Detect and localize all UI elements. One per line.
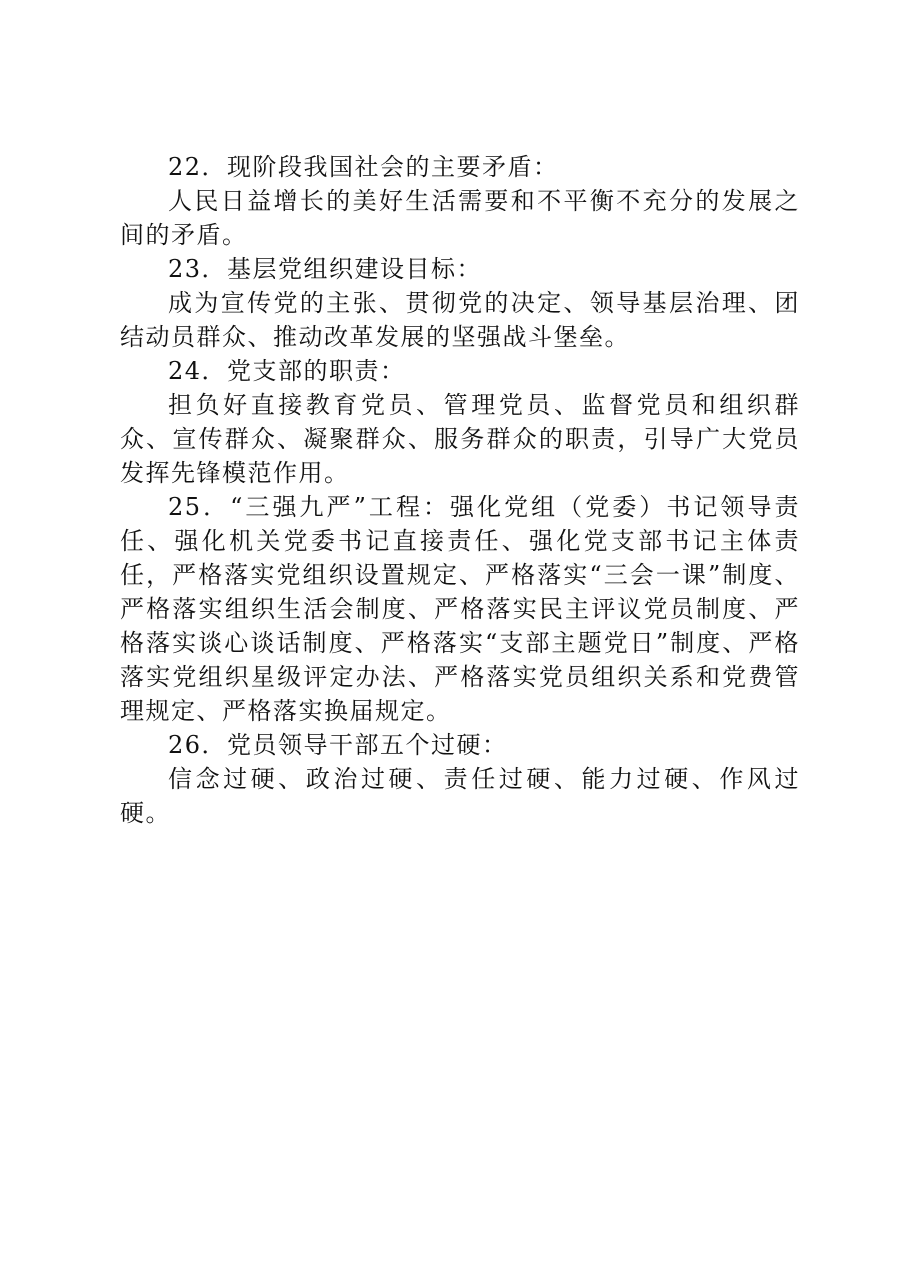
item-26-heading: 26．党员领导干部五个过硬：: [168, 731, 508, 759]
item-24-text: 担负好直接教育党员、管理党员、监督党员和组织群众、宣传群众、凝聚群众、服务群众的职责，引导广大党员发挥先锋模范作用。: [120, 391, 800, 487]
item-23-heading: 23．基层党组织建设目标：: [168, 255, 483, 283]
document-body: [120, 150, 800, 830]
item-26-text: 信念过硬、政治过硬、责任过硬、能力过硬、作风过硬。: [120, 765, 800, 827]
item-22-heading: 22．现阶段我国社会的主要矛盾：: [168, 153, 559, 181]
item-24-heading: 24．党支部的职责：: [168, 357, 406, 385]
item-22-text: 人民日益增长的美好生活需要和不平衡不充分的发展之间的矛盾。: [120, 187, 800, 249]
item-23-text: 成为宣传党的主张、贯彻党的决定、领导基层治理、团结动员群众、推动改革发展的坚强战斗堡垒。: [120, 289, 800, 351]
item-25-paragraph: 25．“三强九严”工程：强化党组（党委）书记领导责任、强化机关党委书记直接责任、强化党支部书记主体责任，严格落实党组织设置规定、严格落实“三会一课”制度、严格落实组织生活会制度、严格落实民主评议党员制度、严格落实谈心谈话制度、严格落实“支部主题党日”制度、严格落实党组织星级评定办法、严格落实党员组织关系和党费管理规定、严格落实换届规定。: [120, 493, 800, 725]
